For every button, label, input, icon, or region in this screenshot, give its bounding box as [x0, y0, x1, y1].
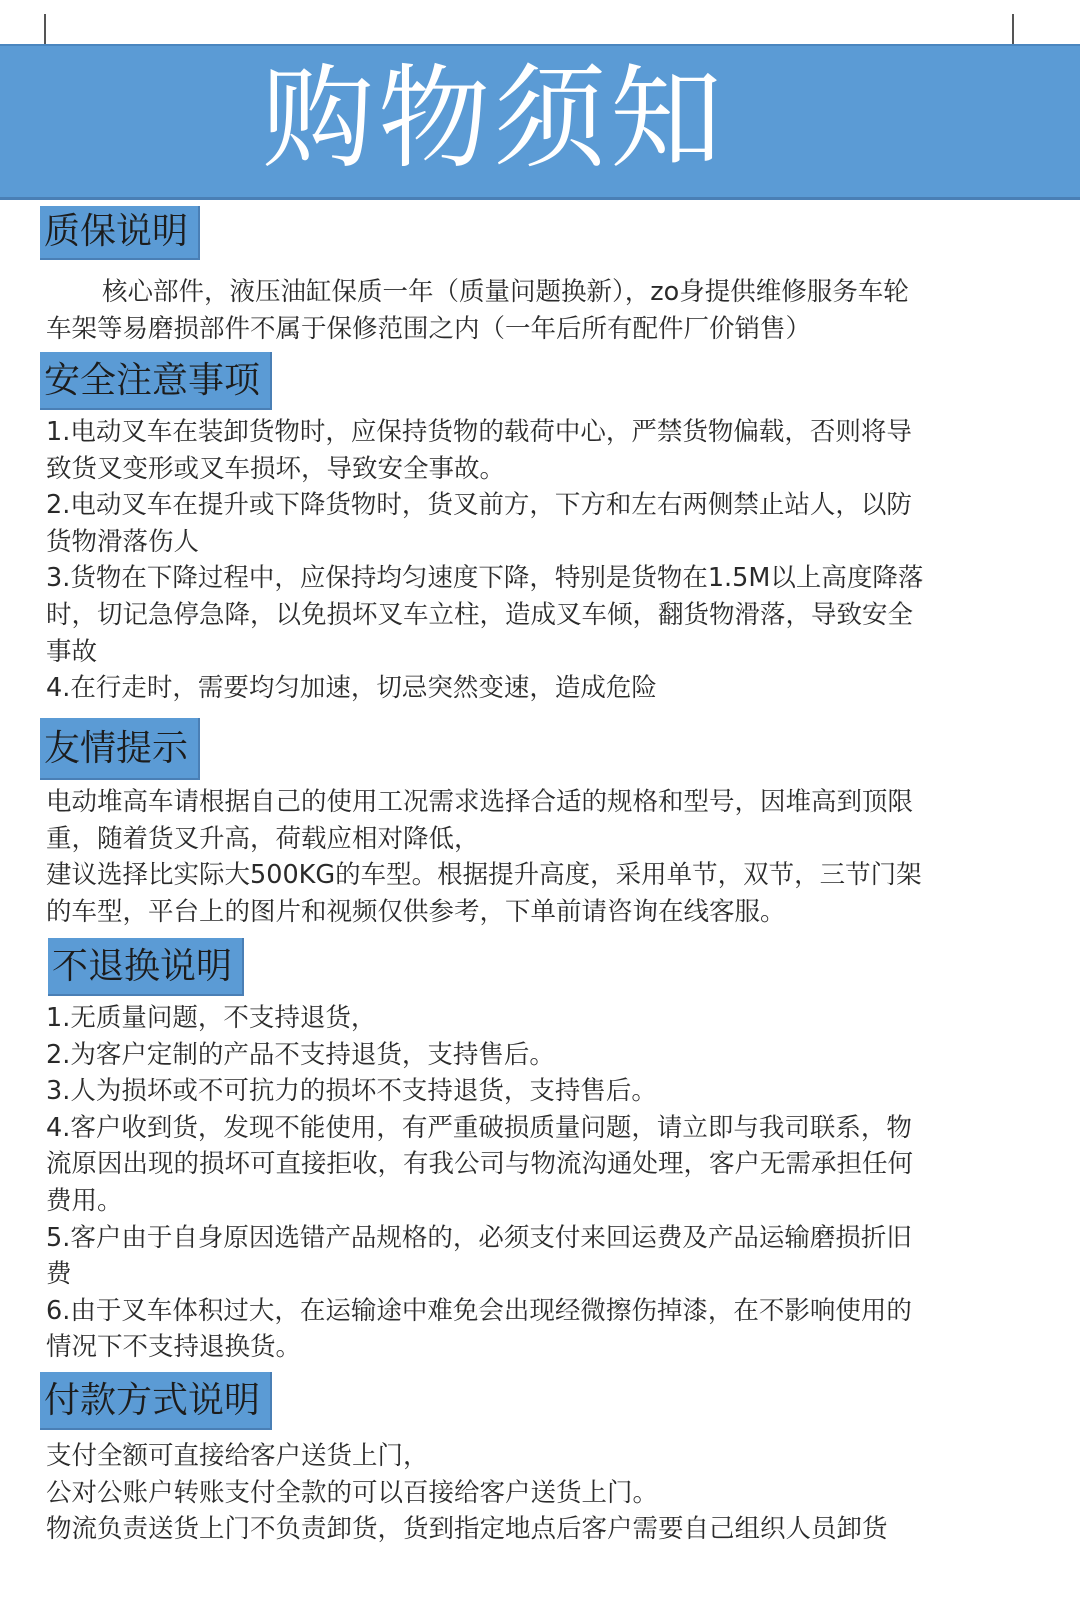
text-line: 4.在行走时，需要均匀加速，切忌突然变速，造成危险 — [46, 673, 657, 704]
text-line: 3.货物在下降过程中，应保持均匀速度下降，特别是货物在1.5M以上高度降落 — [46, 563, 924, 594]
text-line: 的车型，平台上的图片和视频仅供参考，下单前请咨询在线客服。 — [46, 896, 786, 927]
text-line: 3.人为损坏或不可抗力的损坏不支持退货，支持售后。 — [46, 1076, 657, 1107]
section-no-return — [46, 938, 1036, 1366]
text-line: 支付全额可直接给客户送货上门， — [46, 1441, 429, 1471]
title-banner — [0, 44, 1080, 200]
text-line: 货物滑落伤人 — [46, 526, 200, 557]
section-body — [46, 1000, 1036, 1366]
text-line: 时，切记急停急降，以免损坏叉车立柱，造成叉车倾，翻货物滑落，导致安全 — [46, 599, 914, 630]
section-body — [46, 1438, 1036, 1548]
section-body — [46, 414, 1036, 707]
page-title: 购物须知 — [262, 54, 726, 184]
text-line: 致货叉变形或叉车损坏，导致安全事故。 — [46, 453, 506, 484]
section-warranty — [46, 206, 1036, 347]
text-line: 6.由于叉车体积过大，在运输途中难免会出现经微擦伤掉漆，在不影响使用的 — [46, 1295, 912, 1326]
section-heading: 质保说明 — [40, 206, 200, 260]
text-line: 2.为客户定制的产品不支持退货，支持售后。 — [46, 1039, 555, 1070]
text-line: 公对公账户转账支付全款的可以百接给客户送货上门。 — [46, 1477, 659, 1508]
section-heading: 友情提示 — [40, 718, 200, 780]
text-line: 费用。 — [46, 1185, 123, 1216]
text-line: 建议选择比实际大500KG的车型。根据提升高度，采用单节，双节，三节门架 — [46, 860, 922, 891]
text-line: 4.客户收到货，发现不能使用，有严重破损质量问题，请立即与我司联系，物 — [46, 1112, 912, 1143]
text-line: 流原因出现的损坏可直接拒收，有我公司与物流沟通处理，客户无需承担任何 — [46, 1149, 914, 1180]
text-line: 车架等易磨损部件不属于保修范围之内（一年后所有配件厂价销售） — [46, 313, 812, 344]
section-payment — [46, 1372, 1036, 1548]
text-line: 2.电动叉车在提升或下降货物时，货叉前方，下方和左右两侧禁止站人，以防 — [46, 490, 912, 521]
text-line: 电动堆高车请根据自己的使用工况需求选择合适的规格和型号，因堆高到顶限 — [46, 787, 914, 817]
text-line: 情况下不支持退换货。 — [46, 1332, 302, 1363]
text-line: 核心部件，液压油缸保质一年（质量问题换新），zo身提供维修服务车轮 — [102, 277, 909, 307]
crop-mark-left — [44, 14, 46, 44]
section-tips — [46, 718, 1036, 930]
text-line: 5.客户由于自身原因选错产品规格的，必须支付来回运费及产品运输磨损折旧 — [46, 1222, 912, 1253]
text-line: 费 — [46, 1259, 72, 1290]
text-line: 物流负责送货上门不负责卸货，货到指定地点后客户需要自己组织人员卸货 — [46, 1514, 888, 1545]
text-line: 事故 — [46, 636, 98, 667]
section-body — [46, 784, 1036, 930]
section-heading: 不退换说明 — [48, 938, 244, 996]
section-body — [46, 274, 1036, 347]
text-line: 重，随着货叉升高，荷载应相对降低， — [46, 823, 480, 854]
text-line: 1.无质量问题，不支持退货， — [46, 1003, 377, 1033]
crop-mark-right — [1012, 14, 1014, 44]
text-line: 1.电动叉车在装卸货物时，应保持货物的载荷中心，严禁货物偏载，否则将导 — [46, 417, 912, 447]
section-heading: 付款方式说明 — [40, 1372, 272, 1430]
section-heading: 安全注意事项 — [40, 352, 272, 410]
section-safety — [46, 352, 1036, 707]
